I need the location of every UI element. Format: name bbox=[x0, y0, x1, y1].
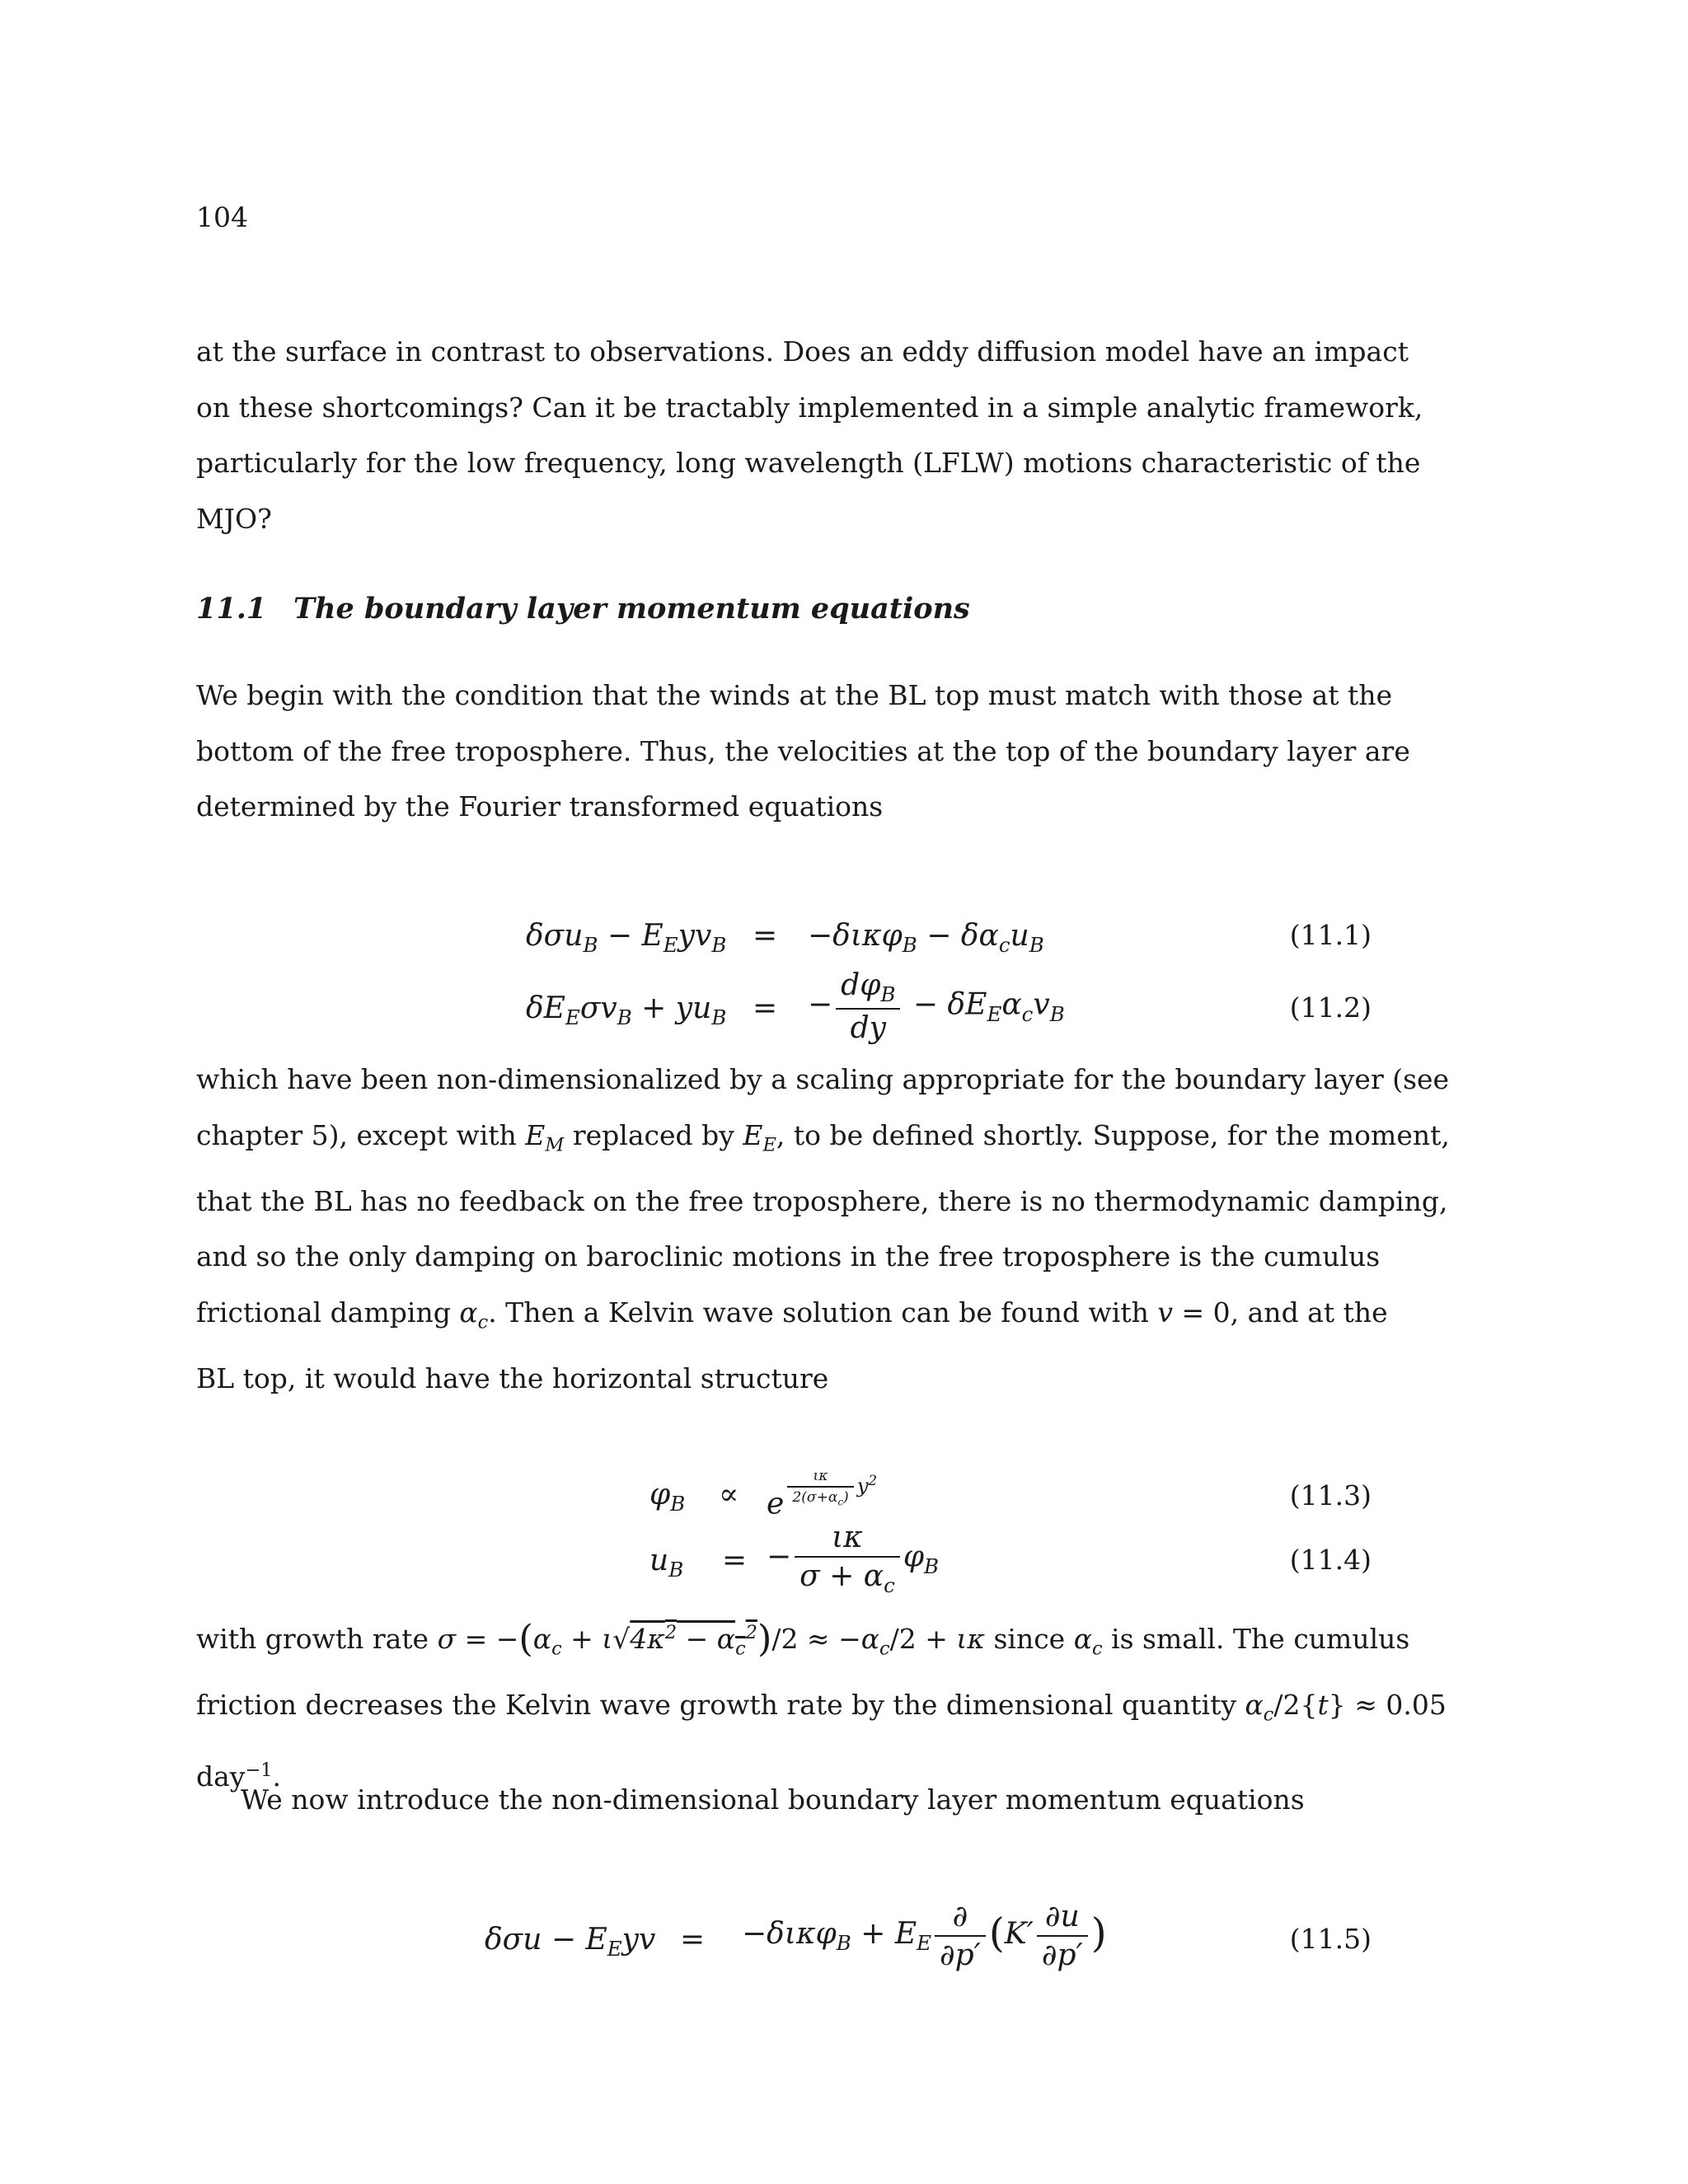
equation-number: (11.3) bbox=[1289, 1479, 1372, 1511]
text-line: and so the only damping on baroclinic motions in the free troposphere is the cumulus bbox=[196, 1240, 1381, 1273]
text-line: We now introduce the non-dimensional boundary layer momentum equations bbox=[241, 1783, 1305, 1816]
text-line: We begin with the condition that the winds at the BL top must match with those at the bbox=[196, 679, 1393, 711]
equation-number: (11.4) bbox=[1289, 1544, 1372, 1576]
paragraph-bl-condition bbox=[196, 668, 1410, 835]
equation-number: (11.5) bbox=[1289, 1923, 1372, 1955]
text-line: particularly for the low frequency, long wavelength (LFLW) motions characteristic of the bbox=[196, 447, 1421, 479]
text-line: on these shortcomings? Can it be tractably implemented in a simple analytic framework, bbox=[196, 391, 1423, 424]
text-line: chapter 5), except with $E_M$ replaced by $E_E$, to be defined shortly. Suppose, for the moment, bbox=[196, 1118, 1450, 1156]
equation-11-2: $\delta E_E\sigma v_B + yu_B$ = − $\frac{d\varphi_B}{dy}$ − $\delta E_E\alpha_cv_B$ (11.2) bbox=[526, 968, 1372, 1046]
equation-11-3: $\varphi_B$ ∝ e $^{\frac{\iota\kappa}{2(\sigma+\alpha_c)} y^2}$ (11.3) bbox=[649, 1467, 1372, 1521]
text-line: with growth rate $\sigma = -(\alpha_c + \iota√4\kappa^2 - \alpha_c^2)/2 \approx -\alpha_c/2 + \iota\kappa$ since $\alpha_c$ is small. The cumulus bbox=[196, 1617, 1410, 1661]
section-title: The boundary layer momentum equations bbox=[293, 592, 970, 626]
equation-11-4: $u_B$ = − $\frac{\iota\kappa}{\sigma + \alpha_c}$ $\varphi_B$ (11.4) bbox=[649, 1521, 1372, 1598]
text-line: frictional damping $\alpha_c$. Then a Kelvin wave solution can be found with v = 0, and at the bbox=[196, 1296, 1388, 1333]
paragraph-kelvin-wave bbox=[196, 1052, 1450, 1406]
text-line: that the BL has no feedback on the free troposphere, there is no thermodynamic damping, bbox=[196, 1184, 1448, 1217]
text-line: MJO? bbox=[196, 502, 272, 535]
text-line: bottom of the free troposphere. Thus, the velocities at the top of the boundary layer are bbox=[196, 734, 1410, 767]
text-line: determined by the Fourier transformed equations bbox=[196, 790, 884, 823]
section-number: 11.1 bbox=[196, 592, 267, 626]
page-number: 104 bbox=[196, 201, 248, 233]
equation-11-1: $\delta\sigma u_B - E_Eyv_B$ = $-\delta\iota\kappa\varphi_B - \delta\alpha_cu_B$ (11.1) bbox=[526, 919, 1372, 958]
equation-number: (11.2) bbox=[1289, 991, 1372, 1024]
text-line: at the surface in contrast to observations. Does an eddy diffusion model have an impact bbox=[196, 335, 1409, 368]
text-line: friction decreases the Kelvin wave growth rate by the dimensional quantity $\alpha_c/2\{t\} \approx 0.05$ bbox=[196, 1689, 1447, 1726]
text-line: BL top, it would have the horizontal structure bbox=[196, 1361, 829, 1394]
text-line: day$^{-1}$. bbox=[196, 1760, 282, 1793]
equation-number: (11.1) bbox=[1289, 919, 1372, 951]
text-line: which have been non-dimensionalized by a scaling appropriate for the boundary layer (see bbox=[196, 1063, 1450, 1095]
equation-11-5: $\delta\sigma u - E_Eyv$ = $-\delta\iota\kappa\varphi_B + E_E$ $\frac{\partial}{\partial p'}$ (K′ $\frac{\partial u}{\partial p'}$ ) (11.5) bbox=[485, 1900, 1372, 1972]
section-heading bbox=[196, 592, 970, 626]
paragraph-intro-bl-equations bbox=[241, 1772, 1372, 1828]
intro-paragraph bbox=[196, 324, 1423, 546]
